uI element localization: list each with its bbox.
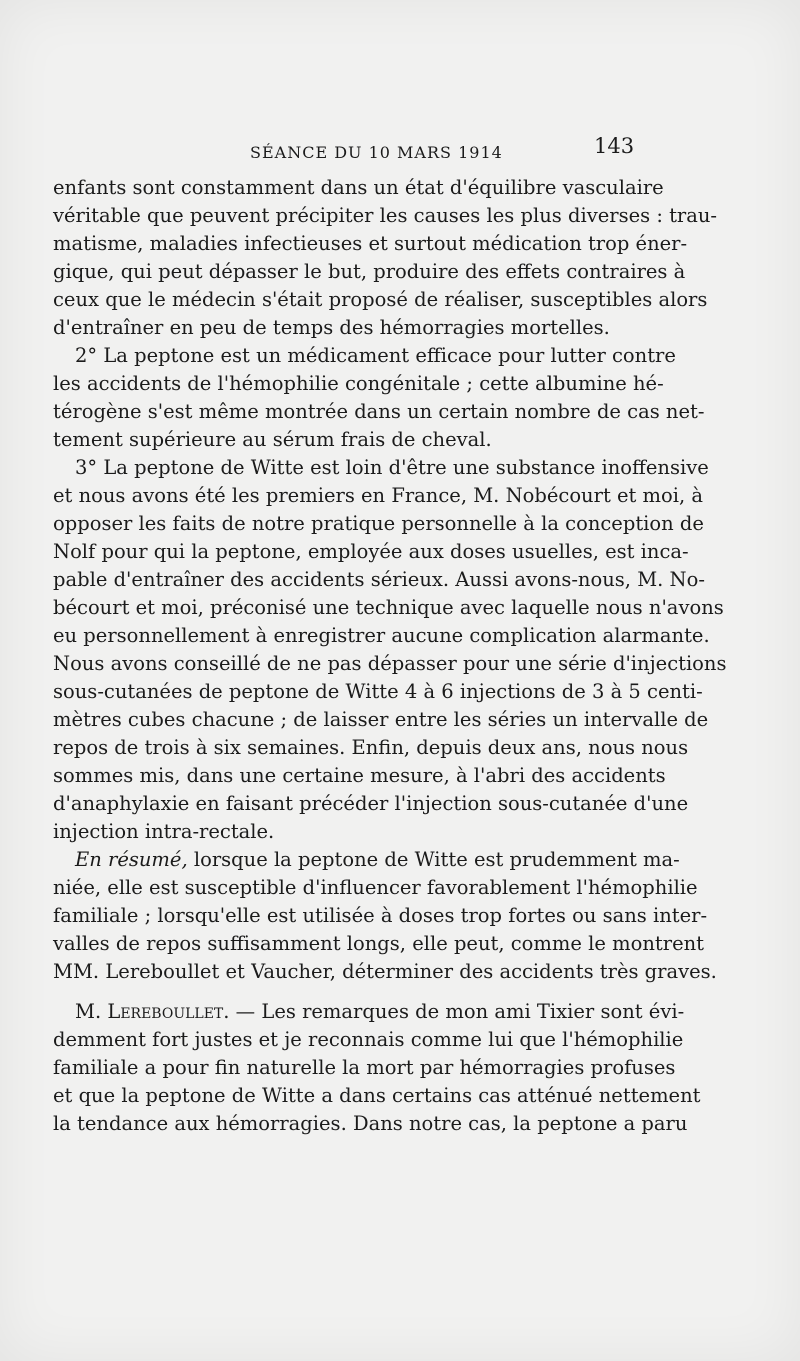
text-line: matisme, maladies infectieuses et surtout médication trop éner- xyxy=(53,232,688,255)
page-number: 143 xyxy=(594,134,635,158)
text-line: familiale ; lorsqu'elle est utilisée à doses trop fortes ou sans inter- xyxy=(53,904,708,927)
text-line: enfants sont constamment dans un état d'équilibre vasculaire xyxy=(53,176,664,199)
text-line: eu personnellement à enregistrer aucune complication alarmante. xyxy=(53,624,710,647)
text-line: gique, qui peut dépasser le but, produire des effets contraires à xyxy=(53,260,686,283)
text-span: — Les remarques de mon ami Tixier sont évi- xyxy=(235,1000,685,1023)
text-line: et que la peptone de Witte a dans certains cas atténué nettement xyxy=(53,1084,701,1107)
text-line: d'anaphylaxie en faisant précéder l'injection sous-cutanée d'une xyxy=(53,792,689,815)
text-line xyxy=(75,1000,685,1024)
text-line: repos de trois à six semaines. Enfin, depuis deux ans, nous nous xyxy=(53,736,689,759)
text-line: injection intra-rectale. xyxy=(53,820,275,843)
italic-lead: En résumé, xyxy=(75,848,188,871)
text-line xyxy=(75,848,680,872)
text-line: valles de repos suffisamment longs, elle peut, comme le montrent xyxy=(53,932,705,955)
text-line: bécourt et moi, préconisé une technique avec laquelle nous n'avons xyxy=(53,596,724,619)
text-line: 3° La peptone de Witte est loin d'être une substance inoffensive xyxy=(75,456,709,479)
text-line: opposer les faits de notre pratique personnelle à la conception de xyxy=(53,512,704,535)
speaker-name: M. Lereboullet. xyxy=(75,1000,230,1023)
text-line: Nolf pour qui la peptone, employée aux doses usuelles, est inca- xyxy=(53,540,689,563)
text-line: la tendance aux hémorragies. Dans notre cas, la peptone a paru xyxy=(53,1112,688,1135)
text-line: Nous avons conseillé de ne pas dépasser pour une série d'injections xyxy=(53,652,727,675)
text-line: tement supérieure au sérum frais de cheval. xyxy=(53,428,492,451)
text-line: niée, elle est susceptible d'influencer favorablement l'hémophilie xyxy=(53,876,698,899)
text-line: d'entraîner en peu de temps des hémorragies mortelles. xyxy=(53,316,610,339)
text-line: demment fort justes et je reconnais comme lui que l'hémophilie xyxy=(53,1028,684,1051)
text-line: mètres cubes chacune ; de laisser entre les séries un intervalle de xyxy=(53,708,709,731)
text-line: térogène s'est même montrée dans un certain nombre de cas net- xyxy=(53,400,705,423)
text-line: MM. Lereboullet et Vaucher, déterminer des accidents très graves. xyxy=(53,960,717,983)
text-line: 2° La peptone est un médicament efficace pour lutter contre xyxy=(75,344,676,367)
text-line: sommes mis, dans une certaine mesure, à l'abri des accidents xyxy=(53,764,666,787)
text-line: sous-cutanées de peptone de Witte 4 à 6 injections de 3 à 5 centi- xyxy=(53,680,703,703)
text-line: les accidents de l'hémophilie congénitale ; cette albumine hé- xyxy=(53,372,664,395)
text-line: et nous avons été les premiers en France, M. Nobécourt et moi, à xyxy=(53,484,704,507)
running-head: SÉANCE DU 10 MARS 1914 xyxy=(250,143,503,162)
text-line: pable d'entraîner des accidents sérieux. Aussi avons-nous, M. No- xyxy=(53,568,705,591)
text-line: familiale a pour fin naturelle la mort par hémorragies profuses xyxy=(53,1056,676,1079)
text-line: ceux que le médecin s'était proposé de réaliser, susceptibles alors xyxy=(53,288,708,311)
text-line: véritable que peuvent précipiter les causes les plus diverses : trau- xyxy=(53,204,718,227)
text-span: lorsque la peptone de Witte est prudemment ma- xyxy=(193,848,680,871)
